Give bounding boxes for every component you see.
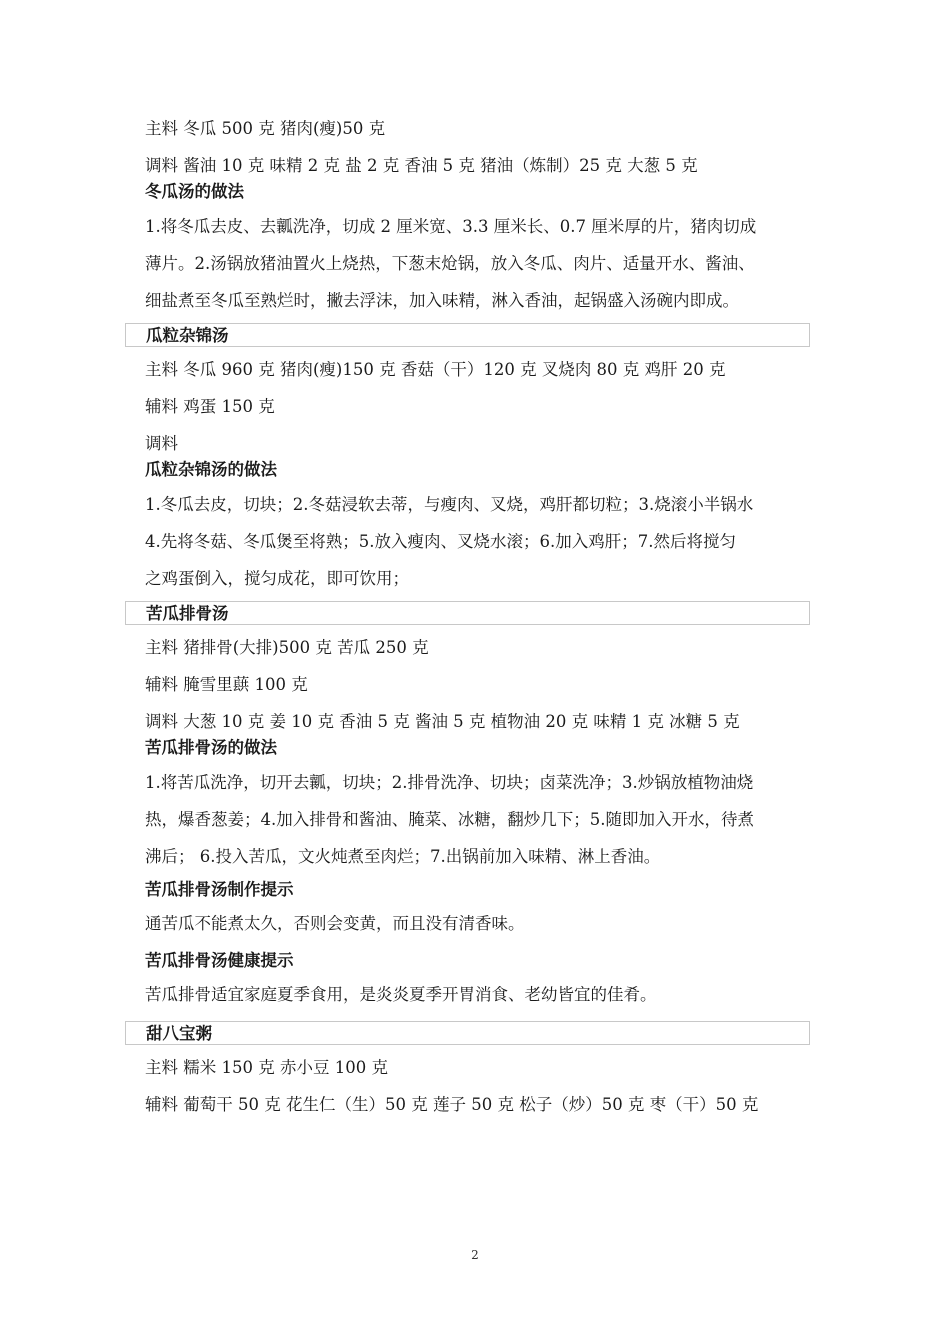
ingredient-aux: 辅料 葡萄干 50 克 花生仁（生）50 克 莲子 50 克 松子（炒）50 克 枣（干）50 克 [145,1095,759,1114]
ingredient-main: 主料 冬瓜 960 克 猪肉(瘦)150 克 香菇（干）120 克 叉烧肉 80 克 鸡肝 20 克 [145,360,726,379]
tip-text: 通苦瓜不能煮太久，否则会变黄，而且没有清香味。 [145,914,525,933]
recipe-title: 瓜粒杂锦汤 [125,323,810,347]
ingredient-seasoning: 调料 [145,434,178,453]
method-heading: 瓜粒杂锦汤的做法 [145,460,277,479]
recipe-title: 苦瓜排骨汤 [125,601,810,625]
method-line: 沸后； 6.投入苦瓜，文火炖煮至肉烂；7.出锅前加入味精、淋上香油。 [145,847,661,866]
health-text: 苦瓜排骨适宜家庭夏季食用，是炎炎夏季开胃消食、老幼皆宜的佳肴。 [145,985,657,1004]
recipe-title: 甜八宝粥 [125,1021,810,1045]
method-heading: 冬瓜汤的做法 [145,182,244,201]
ingredient-seasoning: 调料 酱油 10 克 味精 2 克 盐 2 克 香油 5 克 猪油（炼制）25 克 大葱 5 克 [145,156,698,175]
method-line: 1.冬瓜去皮，切块；2.冬菇浸软去蒂，与瘦肉、叉烧，鸡肝都切粒；3.烧滚小半锅水 [145,495,754,514]
ingredient-seasoning: 调料 大葱 10 克 姜 10 克 香油 5 克 酱油 5 克 植物油 20 克 味精 1 克 冰糖 5 克 [145,712,740,731]
method-line: 热，爆香葱姜；4.加入排骨和酱油、腌菜、冰糖，翻炒几下；5.随即加入开水，待煮 [145,810,754,829]
method-line: 之鸡蛋倒入，搅匀成花，即可饮用； [145,569,409,588]
ingredient-aux: 辅料 腌雪里蕻 100 克 [145,675,308,694]
ingredient-main: 主料 糯米 150 克 赤小豆 100 克 [145,1058,388,1077]
method-line: 细盐煮至冬瓜至熟烂时，撇去浮沫，加入味精，淋入香油，起锅盛入汤碗内即成。 [145,291,739,310]
ingredient-aux: 辅料 鸡蛋 150 克 [145,397,275,416]
method-line: 1.将苦瓜洗净，切开去瓤，切块；2.排骨洗净、切块；卤菜洗净；3.炒锅放植物油烧 [145,773,754,792]
method-line: 1.将冬瓜去皮、去瓤洗净，切成 2 厘米宽、3.3 厘米长、0.7 厘米厚的片，猪肉切成 [145,217,757,236]
page-number: 2 [471,1248,479,1262]
ingredient-main: 主料 冬瓜 500 克 猪肉(瘦)50 克 [145,119,386,138]
method-heading: 苦瓜排骨汤的做法 [145,738,277,757]
method-paragraph [145,764,810,875]
tip-heading: 苦瓜排骨汤制作提示 [145,880,294,899]
method-line: 薄片。2.汤锅放猪油置火上烧热，下葱末炝锅，放入冬瓜、肉片、适量开水、酱油、 [145,254,755,273]
method-paragraph [145,486,810,597]
ingredient-main: 主料 猪排骨(大排)500 克 苦瓜 250 克 [145,638,429,657]
method-line: 4.先将冬菇、冬瓜煲至将熟；5.放入瘦肉、叉烧水滚；6.加入鸡肝；7.然后将搅匀 [145,532,736,551]
health-heading: 苦瓜排骨汤健康提示 [145,951,294,970]
document-page [145,118,810,1131]
method-paragraph [145,208,810,319]
